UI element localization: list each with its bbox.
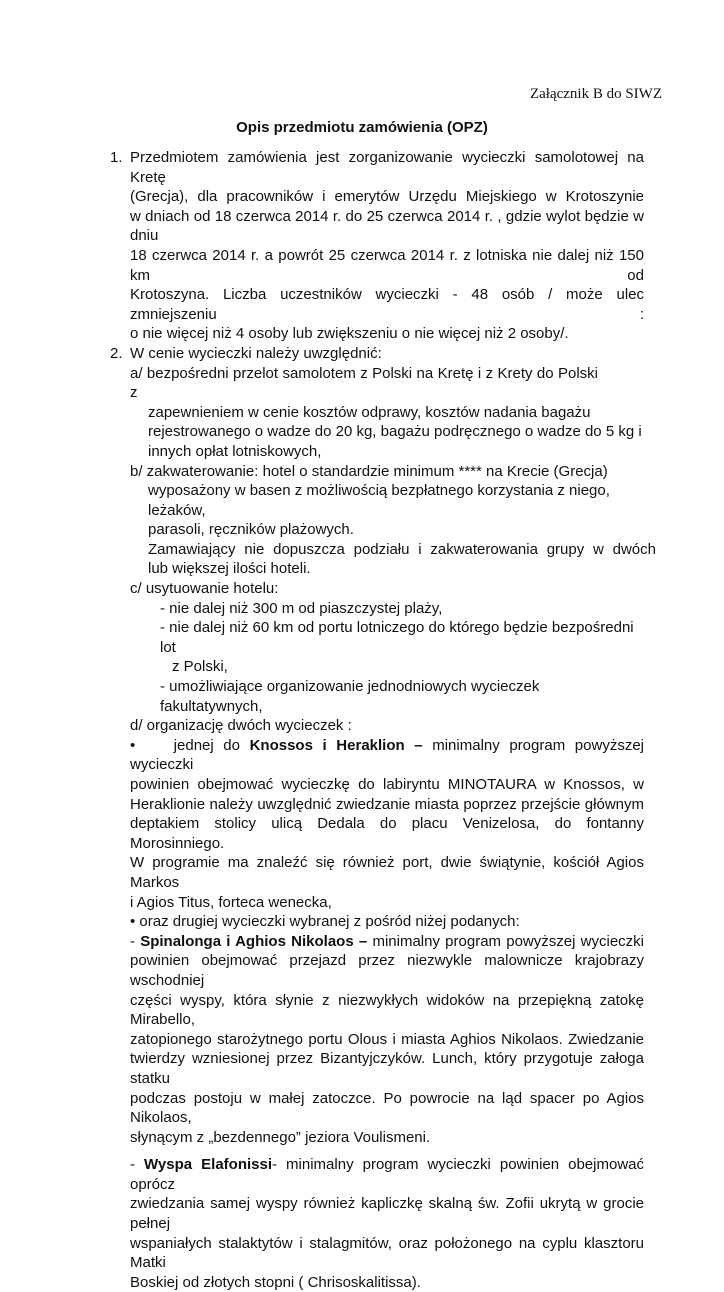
option-2-line: Boskiej od złotych stopni ( Chrisoskalitissa). bbox=[130, 1273, 421, 1291]
item-2b-line: Zamawiający nie dopuszcza podziału i zakwaterowania grupy w dwóch bbox=[148, 540, 656, 558]
item-1-line: (Grecja), dla pracowników i emerytów Urzędu Miejskiego w Krotoszynie bbox=[130, 188, 644, 206]
dash: - bbox=[130, 932, 141, 950]
annex-label: Załącznik B do SIWZ bbox=[529, 86, 662, 102]
item-2a-line: zapewnieniem w cenie kosztów odprawy, kosztów nadania bagażu bbox=[148, 403, 591, 421]
item-2a-line: a/ bezpośredni przelot samolotem z Polski na Kretę i z Krety do Polski z bbox=[130, 364, 598, 402]
bullet: • bbox=[130, 736, 136, 754]
trip-1-lead: jednej do bbox=[173, 736, 250, 754]
document-body bbox=[0, 148, 724, 1292]
trip-1-line: i Agios Titus, forteca wenecka, bbox=[130, 893, 332, 911]
trip-1-line: powinien obejmować wycieczkę do labiryntu MINOTAURA w Knossos, w bbox=[130, 776, 644, 793]
item-1-line: Krotoszyna. Liczba uczestników wycieczki - 48 osób / może ulec zmniejszeniu : bbox=[130, 286, 644, 323]
trip-1-line: W programie ma znaleźć się również port, dwie świątynie, kościół Agios Markos bbox=[130, 854, 644, 891]
option-2-first-rest: - minimalny program wycieczki powinien obejmować oprócz bbox=[130, 1156, 644, 1193]
option-2-first-line bbox=[130, 1155, 644, 1194]
item-1-line: o nie więcej niż 4 osoby lub zwiększeniu o nie więcej niż 2 osoby/. bbox=[130, 325, 569, 343]
option-1-line: części wyspy, która słynie z niezwykłych widoków na przepiękną zatokę Mirabello, bbox=[130, 991, 644, 1029]
document-title: Opis przedmiotu zamówienia (OPZ) bbox=[236, 119, 488, 136]
trip-1-name: Knossos i Heraklion – bbox=[249, 736, 423, 754]
item-2-number: 2. bbox=[110, 344, 123, 362]
item-2c-line: - umożliwiające organizowanie jednodniowych wycieczek fakultatywnych, bbox=[160, 678, 540, 715]
item-2-heading: W cenie wycieczki należy uwzględnić: bbox=[130, 344, 382, 362]
item-2c-line: - nie dalej niż 300 m od piaszczystej plaży, bbox=[160, 599, 443, 617]
trip-1-line: deptakiem stolicy ulicą Dedala do placu Venizelosa, do fontanny Morosinniego. bbox=[130, 815, 644, 852]
trip-1-first-line bbox=[130, 736, 644, 775]
option-1-first-line bbox=[130, 932, 644, 952]
option-2-name: Wyspa Elafonissi bbox=[144, 1156, 273, 1174]
item-1-number: 1. bbox=[110, 149, 123, 166]
trip-2-intro bbox=[130, 912, 644, 932]
option-1-first-rest: minimalny program powyższej wycieczki bbox=[367, 932, 644, 950]
option-1-line: powinien obejmować przejazd przez niezwykle malownicze krajobrazy wschodniej bbox=[130, 952, 644, 989]
item-1-line: Przedmiotem zamówienia jest zorganizowanie wycieczki samolotowej na Kretę bbox=[130, 149, 644, 186]
option-2-line: zwiedzania samej wyspy również kapliczkę skalną św. Zofii ukrytą w grocie pełnej bbox=[130, 1195, 644, 1233]
item-1 bbox=[0, 148, 724, 187]
bullet: • bbox=[130, 913, 136, 931]
option-1-name: Spinalonga i Aghios Nikolaos – bbox=[140, 932, 368, 950]
item-2b-line: parasoli, ręczników plażowych. bbox=[148, 521, 354, 539]
dash: - bbox=[130, 1156, 145, 1174]
option-1-line: twierdzy wzniesionej przez Bizantyjczyków. Lunch, który przygotuje załoga statku bbox=[130, 1050, 644, 1087]
item-2b-line: wyposażony w basen z możliwością bezpłatnego korzystania z niego, leżaków, bbox=[148, 482, 610, 519]
item-2c-line: - nie dalej niż 60 km od portu lotniczego do którego będzie bezpośredni lot bbox=[160, 619, 634, 656]
item-1-line: w dniach od 18 czerwca 2014 r. do 25 czerwca 2014 r. , gdzie wylot będzie w dniu bbox=[130, 207, 644, 245]
option-1-line: podczas postoju w małej zatoczce. Po powrocie na ląd spacer po Agios Nikolaos, bbox=[130, 1089, 644, 1127]
option-2-line: wspaniałych stalaktytów i stalagmitów, oraz położonego na cyplu klasztoru Matki bbox=[130, 1234, 644, 1272]
trip-1-line: Heraklionie należy uwzględnić zwiedzanie miasta poprzez przejście głównym bbox=[130, 795, 644, 813]
item-1-line: 18 czerwca 2014 r. a powrót 25 czerwca 2014 r. z lotniska nie dalej niż 150 km od bbox=[130, 246, 644, 284]
option-1-line: słynącym z „bezdennego” jeziora Voulismeni. bbox=[130, 1128, 431, 1146]
item-2b-line: b/ zakwaterowanie: hotel o standardzie minimum **** na Krecie (Grecja) bbox=[130, 462, 608, 480]
trip-1-first-rest: minimalny program powyższej wycieczki bbox=[130, 736, 644, 774]
trip-2-intro-text: oraz drugiej wycieczki wybranej z pośród niżej podanych: bbox=[135, 913, 520, 931]
item-2d-heading: d/ organizację dwóch wycieczek : bbox=[130, 717, 352, 735]
option-1-line: zatopionego starożytnego portu Olous i miasta Aghios Nikolaos. Zwiedzanie bbox=[130, 1030, 644, 1048]
item-2a-line: innych opłat lotniskowych, bbox=[148, 442, 322, 460]
item-2b-line: lub większej ilości hoteli. bbox=[148, 560, 311, 578]
item-2c-line: z Polski, bbox=[172, 658, 228, 676]
item-2c-heading: c/ usytuowanie hotelu: bbox=[130, 580, 279, 598]
item-2a-line: rejestrowanego o wadze do 20 kg, bagażu podręcznego o wadze do 5 kg i bbox=[148, 423, 642, 441]
item-2 bbox=[0, 344, 724, 364]
